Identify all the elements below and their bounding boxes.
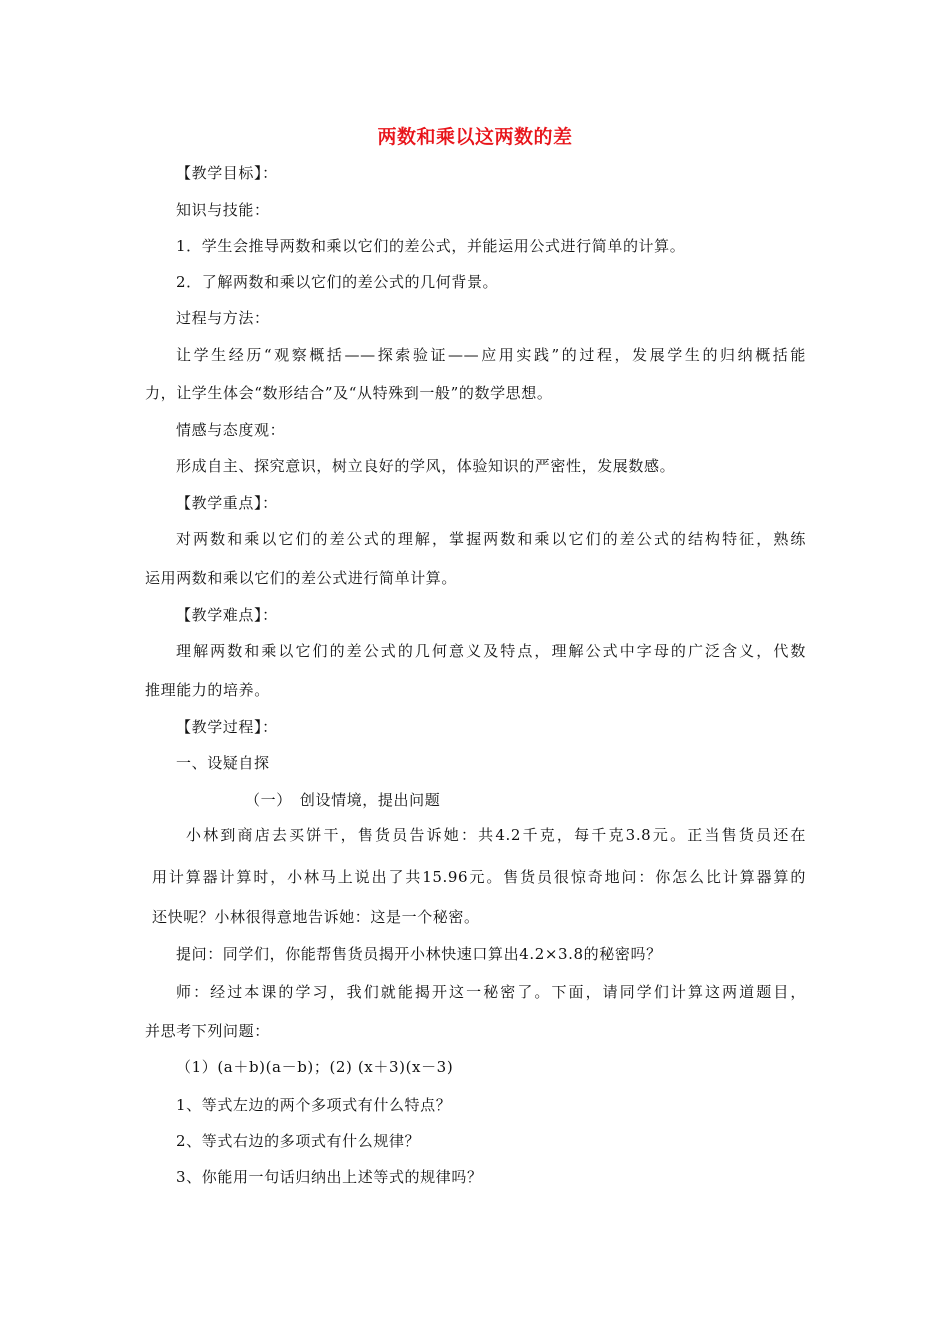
- document-title: 两数和乘以这两数的差: [377, 126, 573, 148]
- teacher-line-2: 并思考下列问题：: [145, 1022, 270, 1040]
- story-line-2: 用计算器计算时，小林马上说出了共15.96元。售货员很惊奇地问：你怎么比计算器算的: [152, 868, 806, 886]
- question-line: 提问：同学们，你能帮售货员揭开小林快速口算出4.2×3.8的秘密吗？: [176, 945, 662, 963]
- subheading-attitude: 情感与态度观：: [176, 421, 286, 439]
- question-item-2: 2、等式右边的多项式有什么规律？: [176, 1132, 421, 1150]
- paragraph-process-line-1: 让学生经历“观察概括——探索验证——应用实践”的过程，发展学生的归纳概括能: [176, 346, 806, 364]
- subheading-process-methods: 过程与方法：: [176, 309, 270, 327]
- heading-teaching-process: 【教学过程】：: [176, 718, 278, 736]
- heading-teaching-goals: 【教学目标】：: [176, 164, 278, 182]
- heading-difficulties: 【教学难点】：: [176, 606, 278, 624]
- paragraph-attitude: 形成自主、探究意识，树立良好的学风，体验知识的严密性，发展数感。: [176, 457, 676, 475]
- paragraph-key-points-line-1: 对两数和乘以它们的差公式的理解，掌握两数和乘以它们的差公式的结构特征，熟练: [176, 530, 806, 548]
- goal-item-1: 1．学生会推导两数和乘以它们的差公式，并能运用公式进行简单的计算。: [176, 237, 686, 255]
- question-item-3: 3、你能用一句话归纳出上述等式的规律吗？: [176, 1168, 483, 1186]
- subheading-knowledge-skills: 知识与技能：: [176, 201, 270, 219]
- subsection-heading-1: （一） 创设情境，提出问题: [245, 791, 441, 809]
- teacher-line-1: 师：经过本课的学习，我们就能揭开这一秘密了。下面，请同学们计算这两道题目，: [176, 983, 806, 1001]
- question-item-1: 1、等式左边的两个多项式有什么特点？: [176, 1096, 452, 1114]
- exercise-expressions: （1）(a＋b)(a－b)；(2) (x＋3)(x－3): [176, 1058, 454, 1076]
- story-line-3: 还快呢？小林很得意地告诉她：这是一个秘密。: [152, 908, 480, 926]
- story-line-1: 小林到商店去买饼干，售货员告诉她：共4.2千克，每千克3.8元。正当售货员还在: [186, 826, 806, 844]
- paragraph-process-line-2: 力，让学生体会“数形结合”及“从特殊到一般”的数学思想。: [145, 384, 553, 402]
- paragraph-difficulties-line-1: 理解两数和乘以它们的差公式的几何意义及特点，理解公式中字母的广泛含义，代数: [176, 642, 806, 660]
- paragraph-difficulties-line-2: 推理能力的培养。: [145, 681, 270, 699]
- goal-item-2: 2．了解两数和乘以它们的差公式的几何背景。: [176, 273, 499, 291]
- heading-key-points: 【教学重点】：: [176, 494, 278, 512]
- section-heading-1: 一、设疑自探: [176, 754, 270, 772]
- paragraph-key-points-line-2: 运用两数和乘以它们的差公式进行简单计算。: [145, 569, 458, 587]
